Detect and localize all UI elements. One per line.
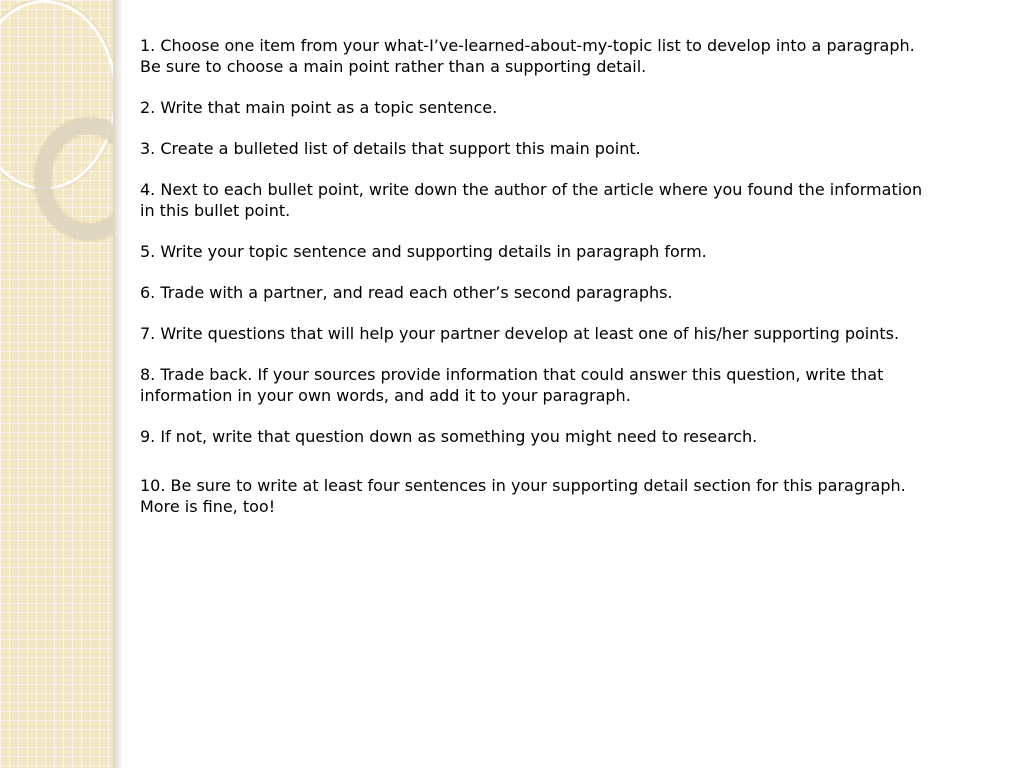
step-1: 1. Choose one item from your what-I’ve-learned-about-my-topic list to develop into a paragraph. Be sure to choose a main point rather than a supporting detail. (140, 36, 915, 76)
step-7: 7. Write questions that will help your partner develop at least one of his/her supporting points. (140, 324, 900, 343)
step-9: 9. If not, write that question down as something you might need to research. (140, 427, 758, 446)
step-10: 10. Be sure to write at least four sentences in your supporting detail section for this paragraph. More is fine, too! (140, 476, 906, 516)
step-8: 8. Trade back. If your sources provide information that could answer this question, write that information in your own words, and add it to your paragraph. (140, 365, 884, 405)
step-3: 3. Create a bulleted list of details that support this main point. (140, 139, 641, 158)
sidebar-shadow (113, 0, 123, 768)
instruction-list (140, 35, 930, 537)
decorative-sidebar (0, 0, 113, 768)
step-6: 6. Trade with a partner, and read each other’s second paragraphs. (140, 283, 673, 302)
step-5: 5. Write your topic sentence and supporting details in paragraph form. (140, 242, 707, 261)
step-2: 2. Write that main point as a topic sentence. (140, 98, 498, 117)
step-4: 4. Next to each bullet point, write down the author of the article where you found the information in this bullet point. (140, 180, 923, 220)
